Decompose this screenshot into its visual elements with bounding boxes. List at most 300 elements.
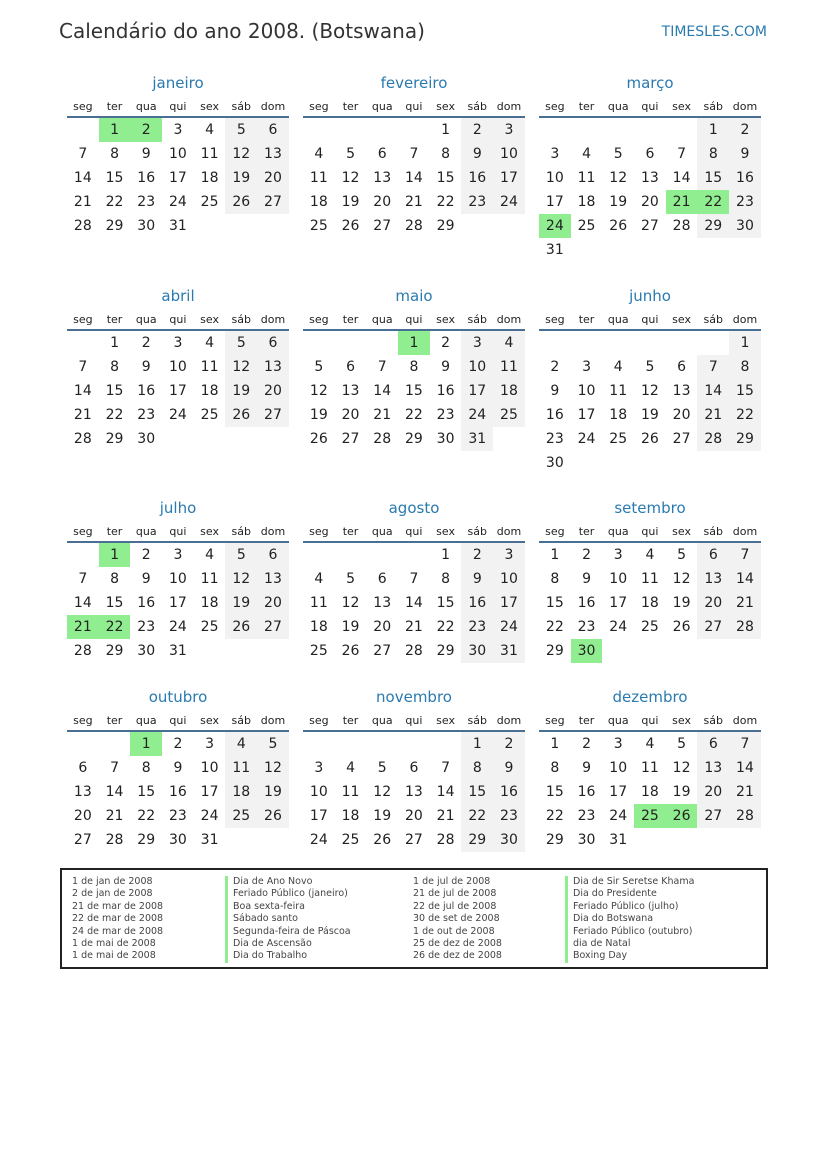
day-cell: 12 (373, 784, 392, 800)
day-cell: 26 (257, 804, 289, 828)
empty-cell (398, 118, 430, 142)
day-cell: 25 (577, 218, 596, 234)
day-cell: 18 (577, 194, 596, 210)
day-cell: 31 (461, 427, 493, 451)
day-cell: 31 (200, 832, 219, 848)
day-cell: 28 (105, 832, 124, 848)
weekday-header (67, 521, 289, 543)
day-cell: 24 (168, 194, 187, 210)
empty-cell (303, 118, 335, 142)
day-cell: 19 (640, 407, 659, 423)
day-cell: 27 (672, 431, 691, 447)
weekday-label: ter (106, 100, 123, 113)
weekday-label: dom (260, 313, 286, 326)
day-cell: 25 (493, 403, 525, 427)
day-cell: 6 (677, 359, 687, 375)
empty-cell (634, 331, 666, 355)
day-cell: 9 (141, 571, 151, 587)
holiday-name: Dia do Botswana (565, 913, 694, 925)
weekday-label: seg (309, 525, 329, 538)
empty-cell (571, 118, 603, 142)
day-cell: 21 (404, 194, 423, 210)
weekday-header (67, 96, 289, 118)
day-cell: 7 (729, 732, 761, 756)
day-cell: 2 (582, 547, 591, 563)
holiday-day-cell: 21 (666, 190, 698, 214)
day-cell: 6 (645, 146, 655, 162)
holiday-name: dia de Natal (565, 938, 694, 950)
day-cell: 18 (200, 595, 219, 611)
empty-cell (366, 732, 398, 756)
holiday-name: Boxing Day (565, 950, 694, 962)
holiday-date: 1 de mai de 2008 (72, 950, 156, 962)
day-cell: 8 (550, 760, 560, 776)
empty-cell (398, 543, 430, 567)
day-cell: 2 (461, 543, 493, 567)
month-fevereiro (303, 70, 525, 238)
day-cell: 21 (404, 619, 423, 635)
month-janeiro (67, 70, 289, 238)
empty-cell (67, 543, 99, 567)
day-cell: 7 (78, 359, 88, 375)
day-cell: 10 (493, 142, 525, 166)
weekday-header (539, 309, 761, 331)
day-cell: 22 (404, 407, 423, 423)
month-março (539, 70, 761, 262)
day-cell: 8 (110, 359, 119, 375)
day-cell: 26 (225, 190, 257, 214)
day-cell: 15 (105, 383, 124, 399)
weekday-label: seg (545, 714, 565, 727)
day-cell: 25 (200, 619, 219, 635)
day-cell: 21 (73, 407, 92, 423)
day-cell: 12 (609, 170, 628, 186)
day-cell: 11 (309, 595, 328, 611)
month-agosto (303, 495, 525, 663)
empty-cell (67, 732, 99, 756)
weekday-header (303, 710, 525, 732)
weekday-label: qui (405, 313, 423, 326)
day-cell: 29 (697, 214, 729, 238)
day-cell: 14 (729, 567, 761, 591)
day-cell: 17 (461, 379, 493, 403)
weekday-label: qui (405, 714, 423, 727)
weekday-label: sex (436, 100, 455, 113)
day-cell: 22 (105, 194, 124, 210)
day-cell: 3 (173, 122, 183, 138)
holiday-day-cell: 1 (99, 118, 131, 142)
weekday-label: sáb (703, 313, 724, 326)
day-cell: 27 (640, 218, 659, 234)
day-cell: 13 (672, 383, 691, 399)
day-cell: 4 (645, 547, 655, 563)
holiday-name: Segunda-feira de Páscoa (225, 926, 351, 938)
day-cell: 6 (78, 760, 88, 776)
weekday-label: qua (607, 525, 629, 538)
holiday-name: Dia do Presidente (565, 888, 694, 900)
day-cell: 27 (257, 403, 289, 427)
month-name: junho (629, 287, 671, 305)
holiday-date: 1 de mai de 2008 (72, 937, 156, 949)
day-cell: 1 (110, 335, 119, 351)
weekday-label: qua (135, 714, 157, 727)
holiday-name: Feriado Público (outubro) (565, 926, 694, 938)
weekday-label: qua (607, 714, 629, 727)
day-cell: 12 (225, 355, 257, 379)
day-cell: 7 (729, 543, 761, 567)
month-setembro (539, 495, 761, 663)
day-cell: 20 (257, 591, 289, 615)
days-grid (303, 543, 525, 663)
weekday-label: sáb (467, 100, 488, 113)
day-cell: 3 (613, 547, 623, 563)
day-cell: 6 (257, 118, 289, 142)
month-julho (67, 495, 289, 663)
weekday-label: dom (496, 525, 522, 538)
month-outubro (67, 684, 289, 852)
day-cell: 16 (461, 591, 493, 615)
day-cell: 7 (78, 146, 88, 162)
weekday-label: qui (641, 100, 659, 113)
day-cell: 10 (609, 571, 628, 587)
day-cell: 18 (640, 595, 659, 611)
weekday-label: sáb (467, 525, 488, 538)
day-cell: 28 (404, 218, 423, 234)
day-cell: 3 (582, 359, 591, 375)
month-dezembro (539, 684, 761, 852)
weekday-label: seg (545, 313, 565, 326)
holiday-name: Sábado santo (225, 913, 351, 925)
weekday-label: qua (607, 313, 629, 326)
day-cell: 23 (577, 808, 596, 824)
day-cell: 19 (373, 808, 392, 824)
day-cell: 28 (404, 643, 423, 659)
day-cell: 25 (309, 643, 328, 659)
day-cell: 10 (461, 355, 493, 379)
day-cell: 16 (137, 170, 156, 186)
day-cell: 14 (73, 383, 92, 399)
day-cell: 20 (404, 808, 423, 824)
day-cell: 29 (105, 218, 124, 234)
day-cell: 11 (200, 359, 219, 375)
month-name: maio (395, 287, 433, 305)
day-cell: 23 (545, 431, 564, 447)
day-cell: 6 (257, 331, 289, 355)
day-cell: 12 (640, 383, 659, 399)
day-cell: 2 (550, 359, 560, 375)
weekday-label: dom (732, 714, 758, 727)
month-name: dezembro (612, 688, 688, 706)
brand-link[interactable]: TIMESLES.COM (661, 24, 767, 40)
day-cell: 20 (697, 780, 729, 804)
day-cell: 20 (640, 194, 659, 210)
holiday-date: 26 de dez de 2008 (413, 950, 502, 962)
day-cell: 15 (545, 784, 564, 800)
day-cell: 2 (493, 732, 525, 756)
weekday-label: qua (135, 313, 157, 326)
weekday-label: sex (200, 714, 219, 727)
holiday-name: Dia de Sir Seretse Khama (565, 876, 694, 888)
day-cell: 15 (697, 166, 729, 190)
day-cell: 17 (168, 595, 187, 611)
days-grid (303, 118, 525, 238)
day-cell: 1 (441, 122, 451, 138)
month-name: janeiro (152, 74, 204, 92)
weekday-header (303, 309, 525, 331)
day-cell: 17 (309, 808, 328, 824)
day-cell: 25 (200, 194, 219, 210)
day-cell: 12 (672, 760, 691, 776)
day-cell: 15 (461, 780, 493, 804)
day-cell: 9 (441, 359, 451, 375)
day-cell: 23 (461, 615, 493, 639)
day-cell: 28 (436, 832, 455, 848)
holiday-name: Dia de Ascensão (225, 938, 351, 950)
day-cell: 5 (314, 359, 324, 375)
day-cell: 20 (257, 379, 289, 403)
day-cell: 8 (110, 571, 119, 587)
day-cell: 5 (677, 547, 687, 563)
day-cell: 4 (493, 331, 525, 355)
day-cell: 24 (609, 808, 628, 824)
day-cell: 30 (577, 832, 596, 848)
day-cell: 6 (409, 760, 419, 776)
day-cell: 13 (257, 355, 289, 379)
day-cell: 26 (341, 218, 360, 234)
day-cell: 7 (377, 359, 387, 375)
days-grid (539, 543, 761, 663)
day-cell: 30 (461, 639, 493, 663)
weekday-label: dom (732, 100, 758, 113)
empty-cell (335, 732, 367, 756)
day-cell: 24 (168, 619, 187, 635)
day-cell: 2 (141, 335, 151, 351)
day-cell: 19 (225, 379, 257, 403)
day-cell: 5 (257, 732, 289, 756)
day-cell: 6 (697, 732, 729, 756)
empty-cell (571, 331, 603, 355)
day-cell: 17 (609, 595, 628, 611)
day-cell: 20 (73, 808, 92, 824)
day-cell: 11 (577, 170, 596, 186)
day-cell: 14 (73, 170, 92, 186)
day-cell: 13 (73, 784, 92, 800)
weekday-label: dom (496, 313, 522, 326)
day-cell: 27 (257, 190, 289, 214)
empty-cell (303, 331, 335, 355)
weekday-header (539, 710, 761, 732)
day-cell: 3 (493, 543, 525, 567)
day-cell: 26 (672, 619, 691, 635)
holiday-name: Feriado Público (julho) (565, 901, 694, 913)
day-cell: 7 (110, 760, 119, 776)
day-cell: 20 (373, 194, 392, 210)
day-cell: 1 (550, 736, 560, 752)
day-cell: 5 (346, 146, 355, 162)
day-cell: 12 (341, 170, 360, 186)
weekday-header (539, 96, 761, 118)
day-cell: 10 (168, 359, 187, 375)
weekday-label: seg (73, 525, 93, 538)
day-cell: 19 (609, 194, 628, 210)
day-cell: 11 (609, 383, 628, 399)
day-cell: 5 (225, 118, 257, 142)
day-cell: 21 (729, 591, 761, 615)
days-grid (67, 118, 289, 238)
weekday-label: sáb (231, 714, 252, 727)
day-cell: 4 (346, 760, 355, 776)
day-cell: 16 (577, 784, 596, 800)
day-cell: 1 (697, 118, 729, 142)
day-cell: 13 (404, 784, 423, 800)
day-cell: 3 (173, 335, 183, 351)
days-grid (67, 543, 289, 663)
month-name: fevereiro (380, 74, 448, 92)
holiday-name: Boa sexta-feira (225, 901, 351, 913)
day-cell: 13 (341, 383, 360, 399)
day-cell: 16 (436, 383, 455, 399)
weekday-label: qui (641, 525, 659, 538)
day-cell: 9 (173, 760, 183, 776)
weekday-label: qui (169, 714, 187, 727)
day-cell: 22 (461, 804, 493, 828)
holiday-day-cell: 22 (697, 190, 729, 214)
day-cell: 23 (168, 808, 187, 824)
day-cell: 21 (697, 403, 729, 427)
day-cell: 30 (545, 455, 564, 471)
day-cell: 16 (545, 407, 564, 423)
weekday-label: ter (106, 525, 123, 538)
day-cell: 31 (168, 218, 187, 234)
day-cell: 27 (73, 832, 92, 848)
day-cell: 8 (409, 359, 419, 375)
day-cell: 10 (168, 146, 187, 162)
day-cell: 9 (550, 383, 560, 399)
day-cell: 17 (545, 194, 564, 210)
day-cell: 14 (672, 170, 691, 186)
weekday-label: qui (641, 313, 659, 326)
day-cell: 15 (729, 379, 761, 403)
weekday-label: sex (200, 100, 219, 113)
weekday-label: dom (260, 100, 286, 113)
day-cell: 16 (461, 166, 493, 190)
weekday-label: sáb (703, 100, 724, 113)
day-cell: 7 (441, 760, 451, 776)
empty-cell (430, 732, 462, 756)
holiday-day-cell: 1 (130, 732, 162, 756)
day-cell: 2 (441, 335, 451, 351)
day-cell: 9 (461, 142, 493, 166)
month-junho (539, 283, 761, 475)
day-cell: 11 (200, 146, 219, 162)
month-name: novembro (376, 688, 452, 706)
day-cell: 26 (373, 832, 392, 848)
day-cell: 7 (677, 146, 687, 162)
day-cell: 3 (613, 736, 623, 752)
day-cell: 12 (257, 756, 289, 780)
holiday-date: 21 de mar de 2008 (72, 900, 164, 912)
weekday-label: qui (169, 313, 187, 326)
weekday-header (303, 521, 525, 543)
day-cell: 8 (441, 146, 451, 162)
day-cell: 19 (257, 780, 289, 804)
day-cell: 5 (225, 331, 257, 355)
empty-cell (398, 732, 430, 756)
day-cell: 18 (309, 619, 328, 635)
day-cell: 26 (225, 403, 257, 427)
day-cell: 7 (78, 571, 88, 587)
weekday-label: ter (342, 100, 359, 113)
weekday-label: sáb (231, 100, 252, 113)
day-cell: 24 (609, 619, 628, 635)
day-cell: 15 (404, 383, 423, 399)
day-cell: 16 (137, 383, 156, 399)
weekday-label: sex (672, 100, 691, 113)
weekday-label: sex (436, 525, 455, 538)
holiday-date: 30 de set de 2008 (413, 913, 500, 925)
holiday-day-cell: 2 (130, 118, 162, 142)
day-cell: 2 (461, 118, 493, 142)
day-cell: 17 (200, 784, 219, 800)
weekday-label: qui (169, 525, 187, 538)
weekday-header (303, 96, 525, 118)
day-cell: 16 (168, 784, 187, 800)
day-cell: 12 (341, 595, 360, 611)
day-cell: 24 (200, 808, 219, 824)
day-cell: 26 (609, 218, 628, 234)
day-cell: 18 (609, 407, 628, 423)
day-cell: 24 (309, 832, 328, 848)
empty-cell (366, 331, 398, 355)
weekday-label: qui (641, 714, 659, 727)
day-cell: 9 (582, 760, 591, 776)
holiday-date: 21 de jul de 2008 (413, 888, 497, 900)
day-cell: 11 (493, 355, 525, 379)
day-cell: 18 (200, 383, 219, 399)
day-cell: 10 (200, 760, 219, 776)
day-cell: 23 (577, 619, 596, 635)
day-cell: 3 (493, 118, 525, 142)
day-cell: 2 (141, 547, 151, 563)
day-cell: 14 (729, 756, 761, 780)
day-cell: 5 (377, 760, 387, 776)
weekday-label: sáb (467, 714, 488, 727)
day-cell: 13 (697, 756, 729, 780)
weekday-label: sáb (703, 525, 724, 538)
month-name: abril (161, 287, 195, 305)
weekday-label: sex (672, 313, 691, 326)
days-grid (539, 331, 761, 475)
day-cell: 15 (436, 170, 455, 186)
day-cell: 19 (341, 619, 360, 635)
empty-cell (366, 543, 398, 567)
day-cell: 18 (640, 784, 659, 800)
month-novembro (303, 684, 525, 852)
day-cell: 4 (205, 547, 215, 563)
weekday-label: sex (200, 313, 219, 326)
holiday-name: Dia do Trabalho (225, 950, 351, 962)
days-grid (67, 732, 289, 852)
day-cell: 17 (493, 166, 525, 190)
holiday-date: 1 de jan de 2008 (72, 876, 153, 887)
day-cell: 12 (225, 142, 257, 166)
day-cell: 4 (582, 146, 591, 162)
day-cell: 15 (137, 784, 156, 800)
holiday-date: 1 de out de 2008 (413, 925, 495, 937)
day-cell: 22 (545, 619, 564, 635)
holiday-date: 22 de mar de 2008 (72, 913, 164, 925)
day-cell: 4 (314, 571, 324, 587)
